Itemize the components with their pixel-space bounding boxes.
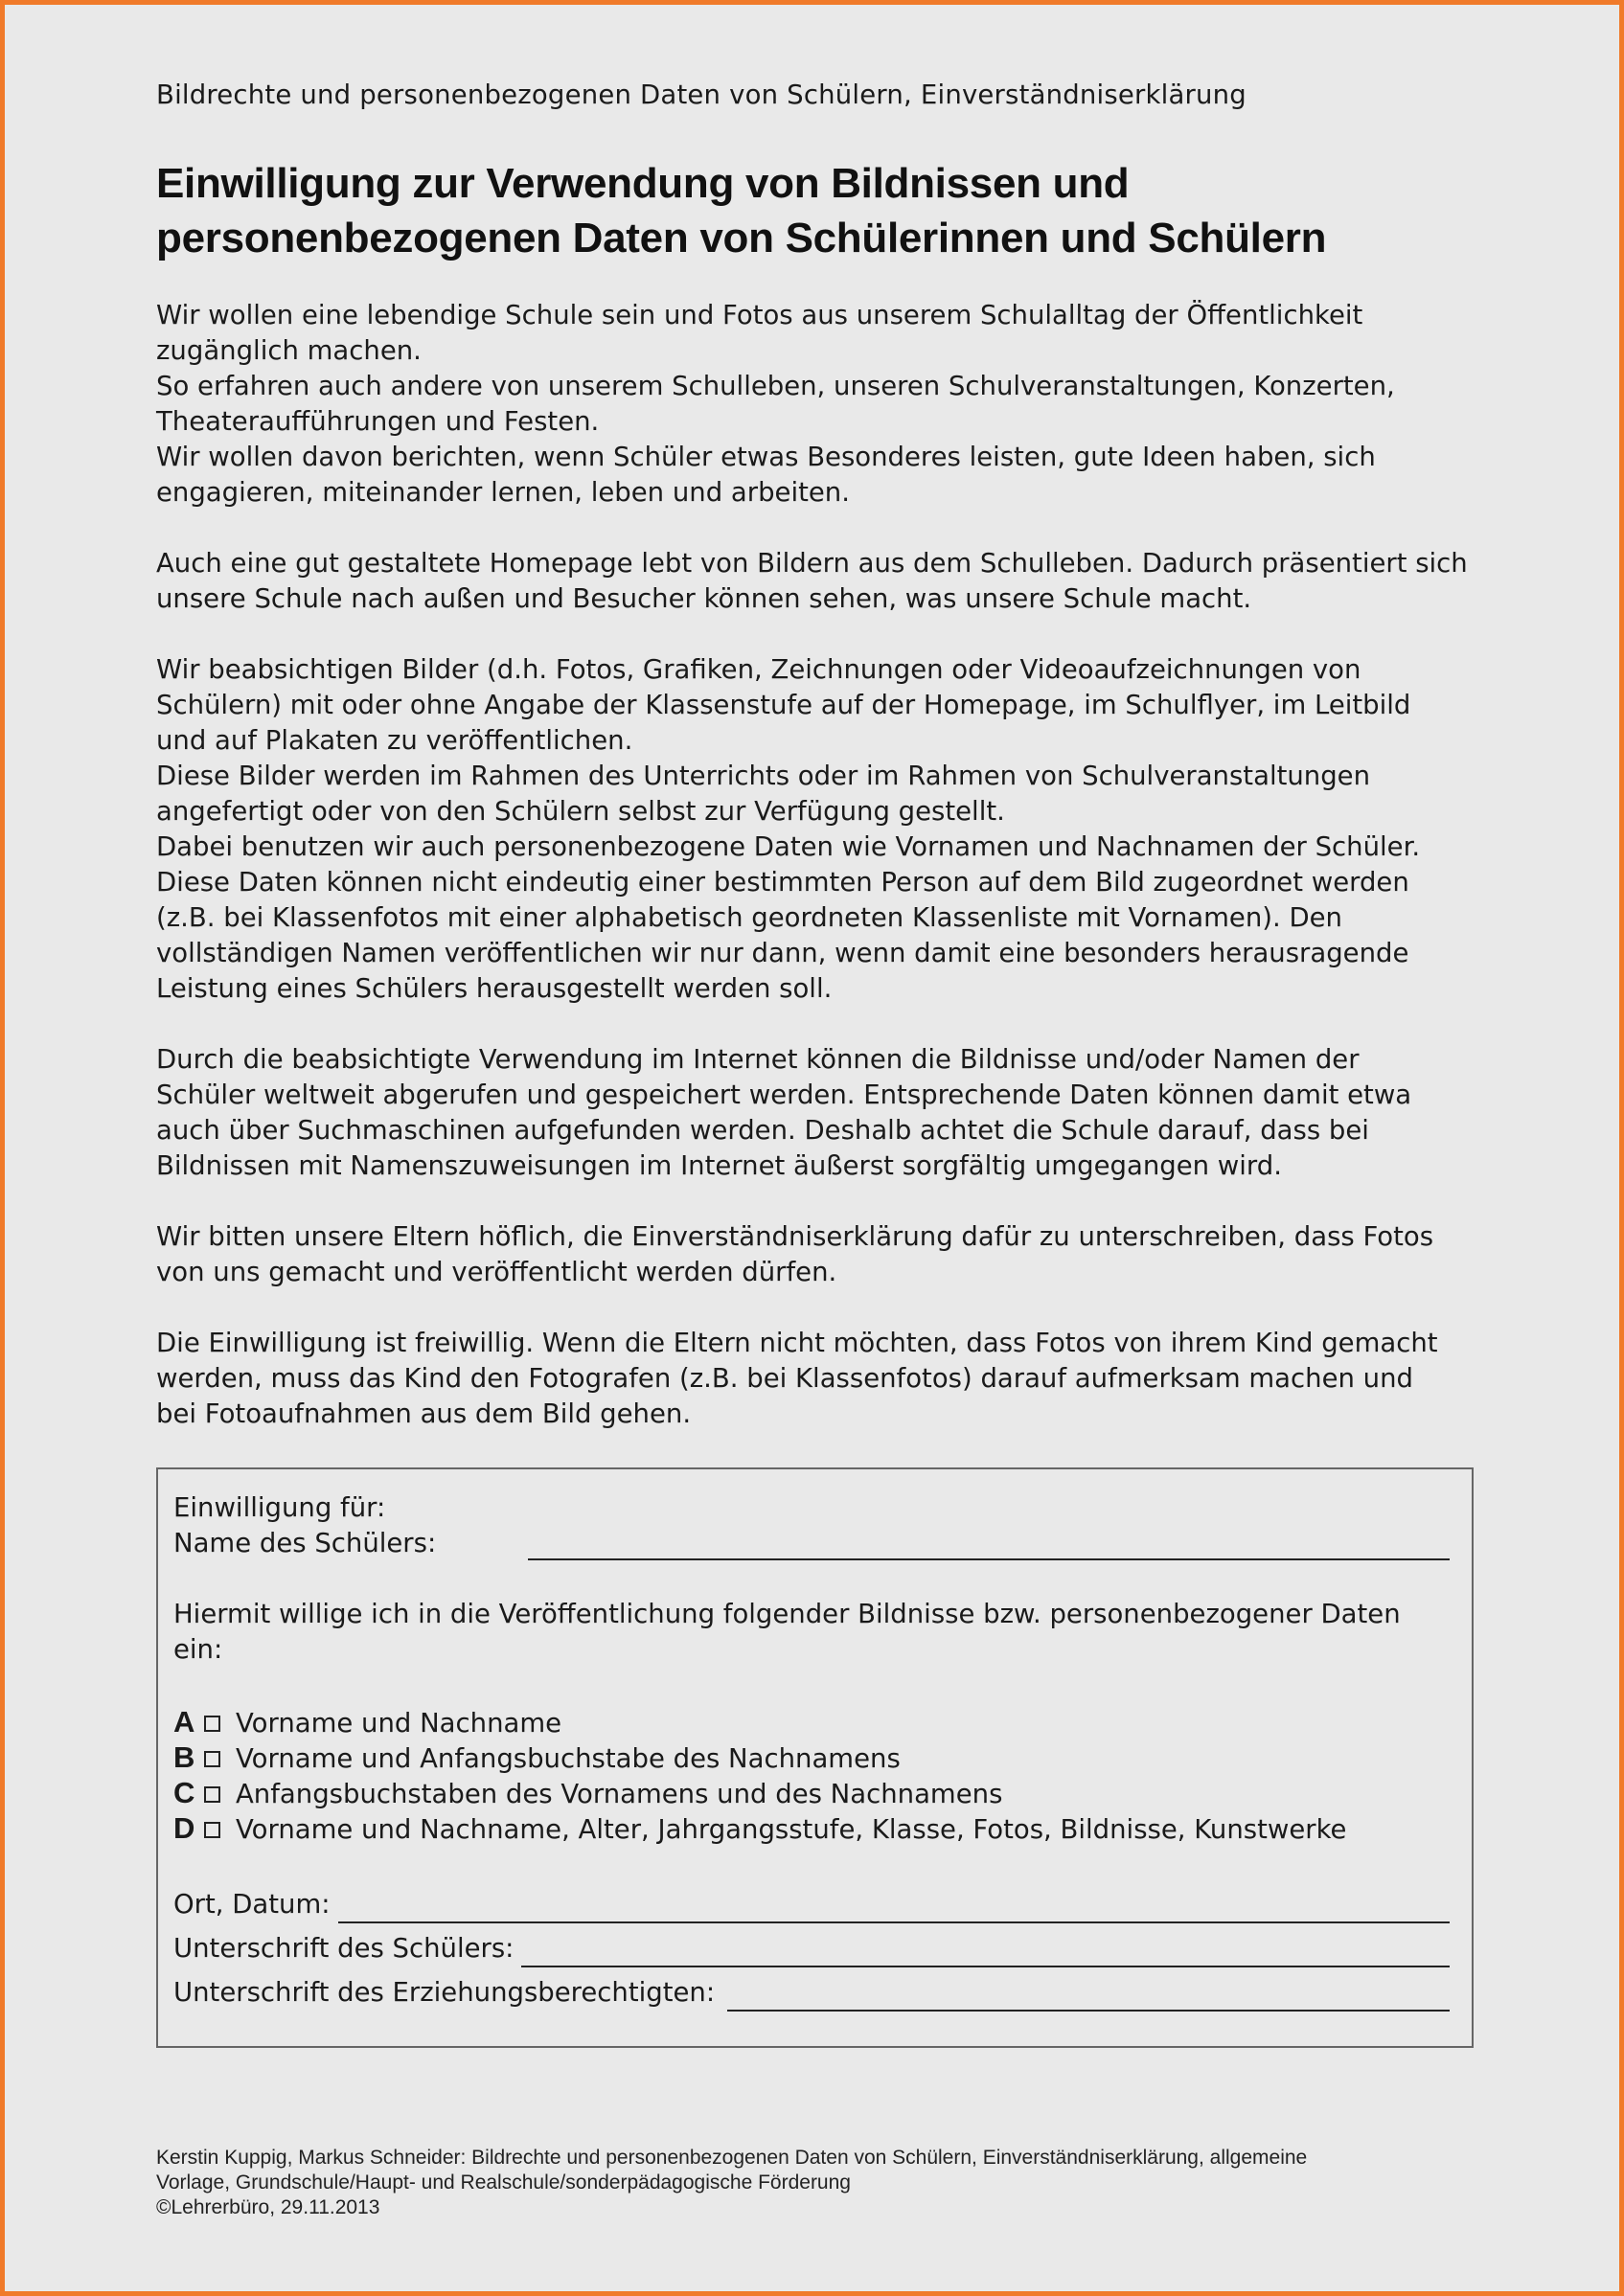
- text-line: Durch die beabsichtigte Verwendung im Internet können die Bildnisse und/oder Namen der: [156, 1044, 1360, 1075]
- document-page: [5, 5, 1619, 2291]
- place-date-label: Ort, Datum:: [173, 1889, 331, 1920]
- paragraph: [156, 1219, 1517, 1290]
- text-line: engagieren, miteinander lernen, leben und arbeiten.: [156, 477, 850, 508]
- option-label: Anfangsbuchstaben des Vornamens und des Nachnamens: [236, 1779, 1003, 1809]
- text-line: von uns gemacht und veröffentlicht werden dürfen.: [156, 1257, 837, 1287]
- text-line: Wir wollen eine lebendige Schule sein und Fotos aus unserem Schulalltag der Öffentlichkeit: [156, 300, 1363, 330]
- text-line: Die Einwilligung ist freiwillig. Wenn die Eltern nicht möchten, dass Fotos von ihrem Kind gemacht: [156, 1328, 1438, 1358]
- text-line: (z.B. bei Klassenfotos mit einer alphabetisch geordneten Klassenliste mit Vornamen). Den: [156, 902, 1342, 933]
- student-signature-label: Unterschrift des Schülers:: [173, 1933, 515, 1964]
- option-letter: A: [173, 1705, 195, 1739]
- paragraph: [156, 298, 1517, 511]
- option-d[interactable]: [173, 1811, 1346, 1846]
- text-line: Leistung eines Schülers herausgestellt werden soll.: [156, 973, 833, 1004]
- option-c[interactable]: [173, 1776, 1002, 1810]
- text-line: Diese Bilder werden im Rahmen des Unterrichts oder im Rahmen von Schulveranstaltungen: [156, 761, 1371, 791]
- option-label: Vorname und Anfangsbuchstabe des Nachnamens: [236, 1743, 901, 1774]
- option-letter: B: [173, 1740, 195, 1774]
- text-line: Wir beabsichtigen Bilder (d.h. Fotos, Grafiken, Zeichnungen oder Videoaufzeichnungen von: [156, 654, 1361, 685]
- option-b[interactable]: [173, 1740, 901, 1775]
- option-label: Vorname und Nachname: [236, 1708, 562, 1739]
- text-line: Diese Daten können nicht eindeutig einer bestimmten Person auf dem Bild zugeordnet werden: [156, 867, 1409, 898]
- paragraph: [156, 1042, 1517, 1184]
- option-letter: C: [173, 1776, 195, 1809]
- text-line: So erfahren auch andere von unserem Schulleben, unseren Schulveranstaltungen, Konzerten,: [156, 371, 1395, 401]
- text-line: zugänglich machen.: [156, 335, 422, 366]
- consent-text-line-1: Hiermit willige ich in die Veröffentlichung folgender Bildnisse bzw. personenbezogener Daten: [173, 1599, 1401, 1629]
- text-line: werden, muss das Kind den Fotografen (z.B. bei Klassenfotos) darauf aufmerksam machen und: [156, 1363, 1413, 1394]
- footer-line-2: Vorlage, Grundschule/Haupt- und Realschule/sonderpädagogische Förderung: [156, 2171, 851, 2194]
- option-a[interactable]: [173, 1705, 561, 1739]
- place-date-field[interactable]: [338, 1921, 1450, 1923]
- text-line: Schüler weltweit abgerufen und gespeichert werden. Entsprechende Daten können damit etwa: [156, 1080, 1412, 1110]
- consent-for-label: Einwilligung für:: [173, 1492, 386, 1523]
- title-line-2: personenbezogenen Daten von Schülerinnen und Schülern: [156, 215, 1327, 261]
- option-c-checkbox[interactable]: [204, 1786, 220, 1803]
- option-a-checkbox[interactable]: [204, 1716, 220, 1732]
- text-line: Wir wollen davon berichten, wenn Schüler etwas Besonderes leisten, gute Ideen haben, sich: [156, 442, 1376, 472]
- consent-text-line-2: ein:: [173, 1634, 223, 1665]
- text-line: Schülern) mit oder ohne Angabe der Klassenstufe auf der Homepage, im Schulflyer, im Leitbild: [156, 690, 1411, 720]
- text-line: vollständigen Namen veröffentlichen wir nur dann, wenn damit eine besonders herausragende: [156, 938, 1409, 968]
- text-line: Dabei benutzen wir auch personenbezogene Daten wie Vornamen und Nachnamen der Schüler.: [156, 831, 1421, 862]
- document-footer: [156, 2146, 1307, 2220]
- footer-line-3: ©Lehrerbüro, 29.11.2013: [156, 2196, 380, 2218]
- text-line: auch über Suchmaschinen aufgefunden werden. Deshalb achtet die Schule darauf, dass bei: [156, 1115, 1369, 1146]
- consent-form-box: [156, 1467, 1474, 2048]
- option-letter: D: [173, 1811, 195, 1845]
- paragraph: [156, 1326, 1517, 1432]
- body-text: [156, 298, 1517, 1467]
- document-title: [156, 156, 1498, 265]
- text-line: angefertigt oder von den Schülern selbst zur Verfügung gestellt.: [156, 796, 1005, 827]
- option-d-checkbox[interactable]: [204, 1822, 220, 1838]
- footer-line-1: Kerstin Kuppig, Markus Schneider: Bildrechte und personenbezogenen Daten von Schülern, Einverständniserklärung, allgemeine: [156, 2147, 1308, 2169]
- text-line: Bildnissen mit Namenszuweisungen im Internet äußerst sorgfältig umgegangen wird.: [156, 1150, 1282, 1181]
- text-line: und auf Plakaten zu veröffentlichen.: [156, 725, 633, 756]
- paragraph: [156, 546, 1517, 617]
- document-header: Bildrechte und personenbezogenen Daten von Schülern, Einverständniserklärung: [156, 80, 1247, 110]
- paragraph: [156, 652, 1517, 1007]
- option-label: Vorname und Nachname, Alter, Jahrgangsstufe, Klasse, Fotos, Bildnisse, Kunstwerke: [236, 1814, 1347, 1845]
- guardian-signature-label: Unterschrift des Erziehungsberechtigten:: [173, 1977, 716, 2008]
- option-b-checkbox[interactable]: [204, 1751, 220, 1767]
- student-name-label: Name des Schülers:: [173, 1528, 437, 1558]
- student-name-field[interactable]: [528, 1558, 1450, 1560]
- text-line: unsere Schule nach außen und Besucher können sehen, was unsere Schule macht.: [156, 583, 1252, 614]
- text-line: Auch eine gut gestaltete Homepage lebt von Bildern aus dem Schulleben. Dadurch präsentiert sich: [156, 548, 1468, 579]
- text-line: Wir bitten unsere Eltern höflich, die Einverständniserklärung dafür zu unterschreiben, dass Fotos: [156, 1221, 1434, 1252]
- text-line: Theateraufführungen und Festen.: [156, 406, 600, 437]
- text-line: bei Fotoaufnahmen aus dem Bild gehen.: [156, 1398, 692, 1429]
- guardian-signature-field[interactable]: [727, 2010, 1450, 2012]
- title-line-1: Einwilligung zur Verwendung von Bildnissen und: [156, 160, 1130, 207]
- student-signature-field[interactable]: [521, 1966, 1450, 1967]
